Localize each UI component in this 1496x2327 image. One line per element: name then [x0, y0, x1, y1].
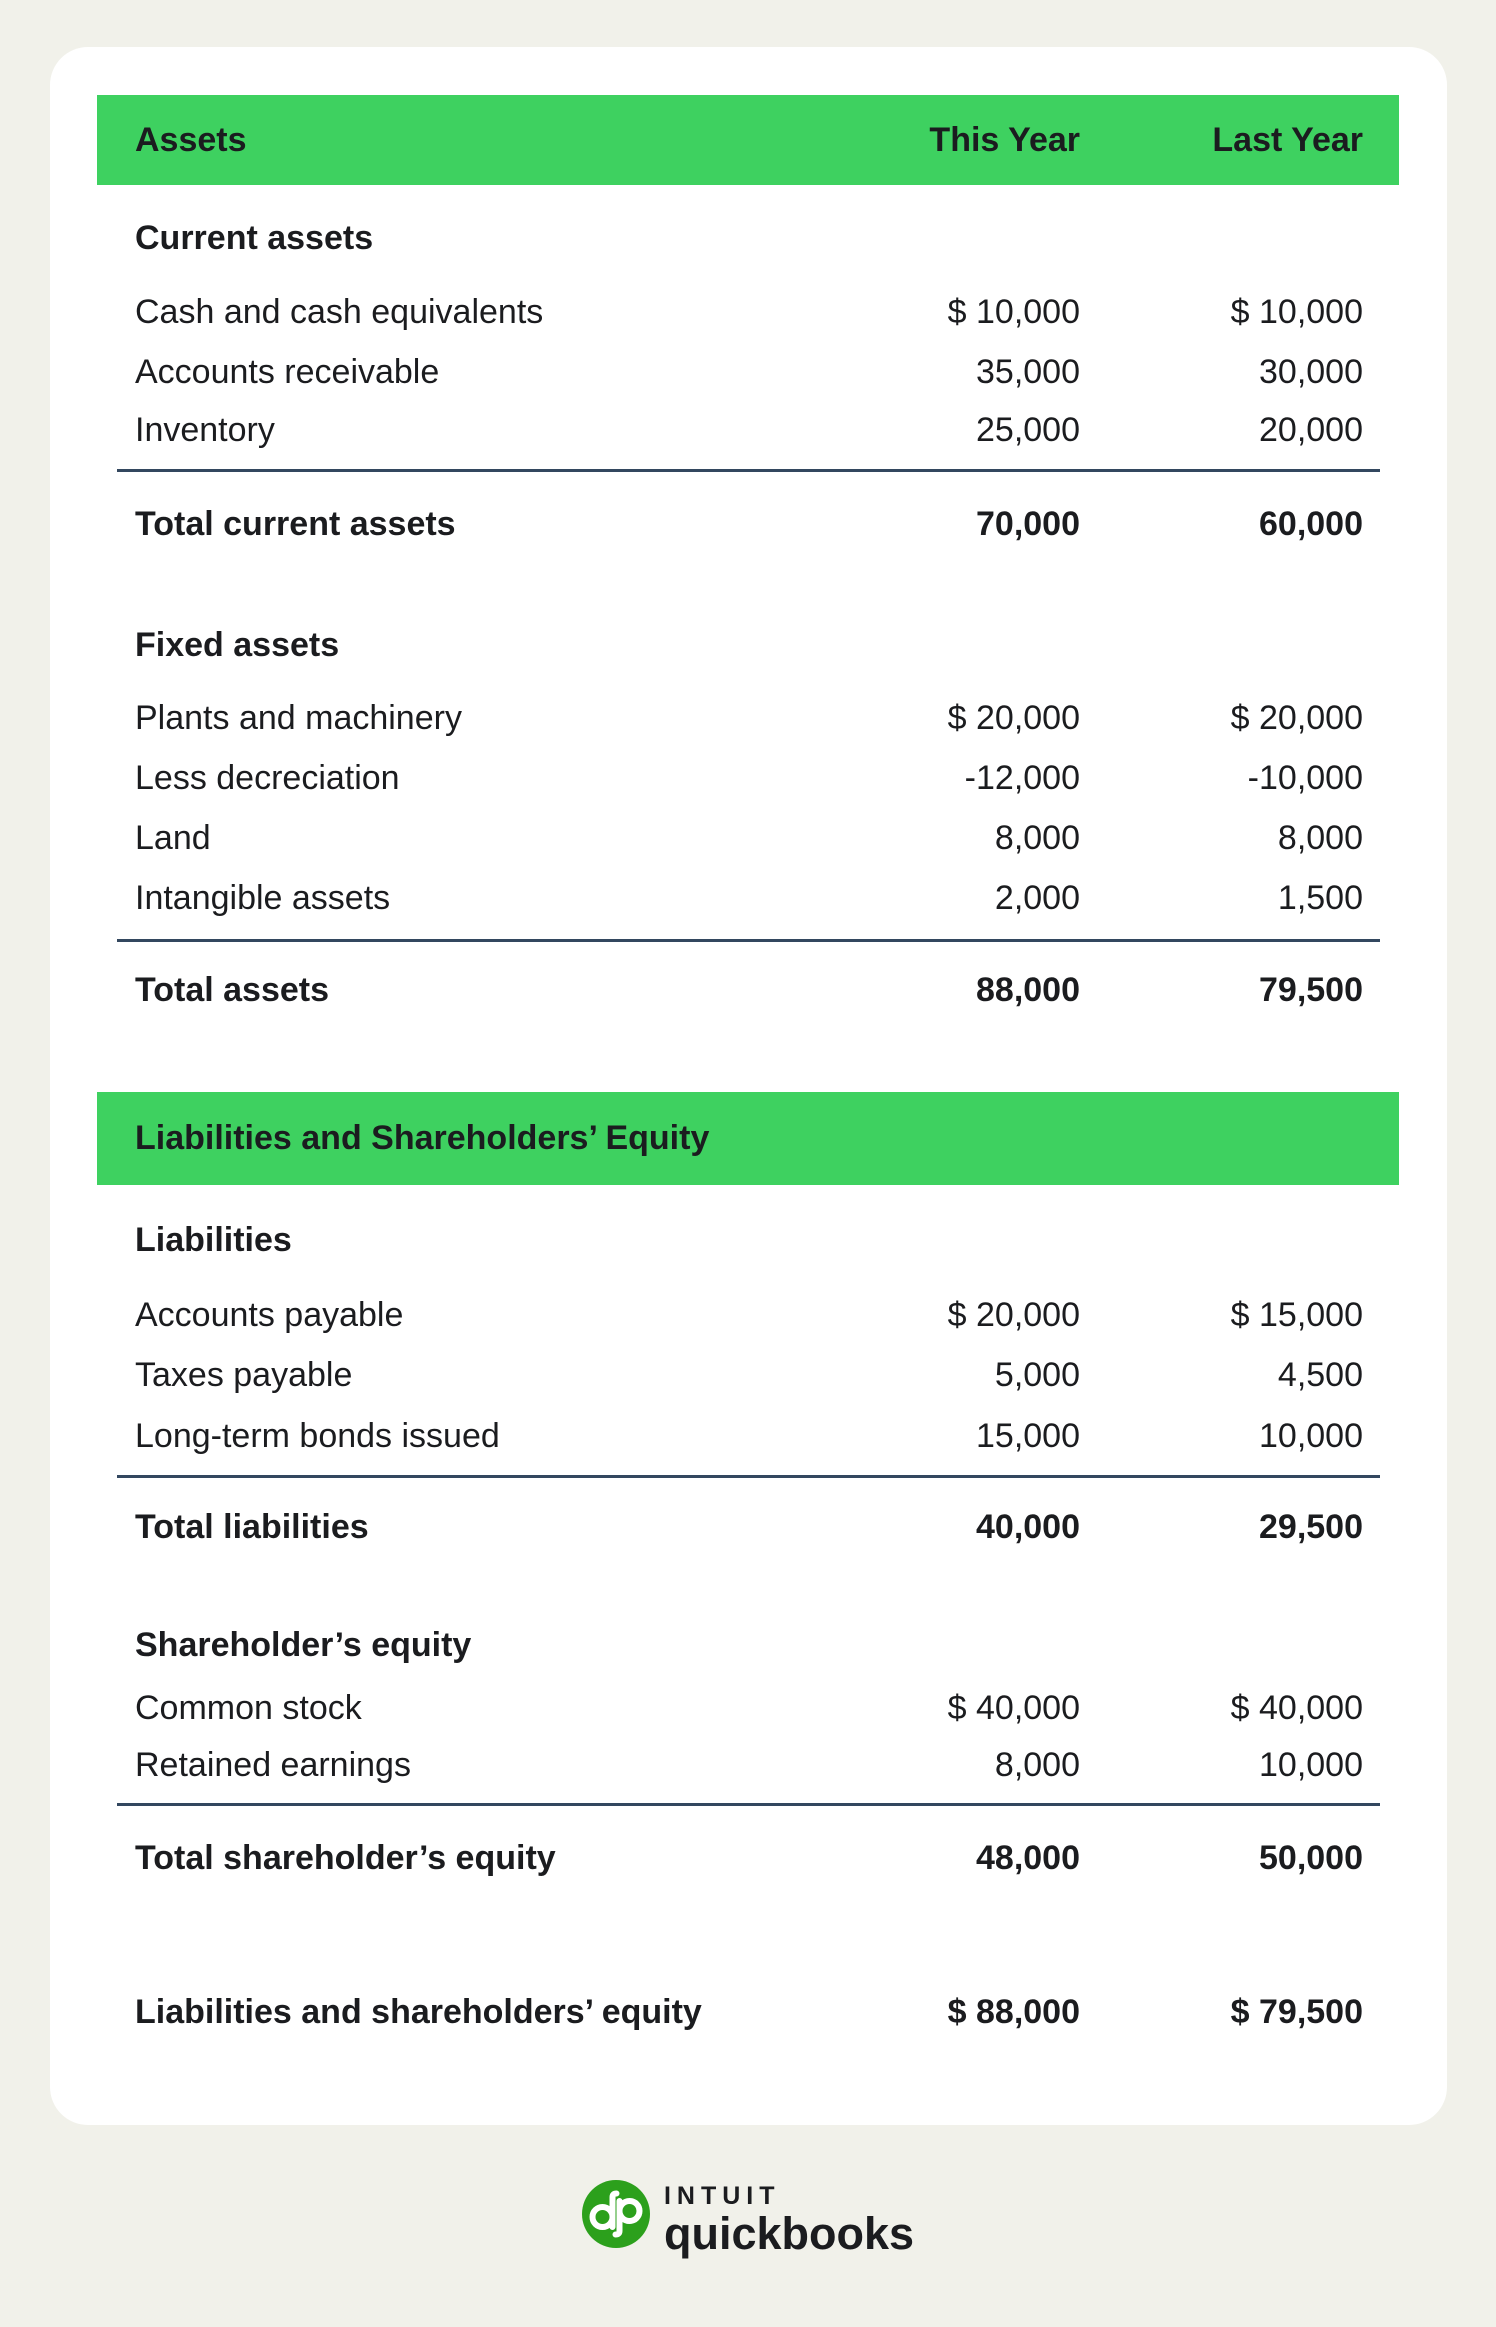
row-value-last-year: -10,000: [1247, 758, 1363, 797]
row-value-last-year: 29,500: [1259, 1507, 1363, 1546]
divider-line: [117, 939, 1380, 942]
row-value-this-year: $ 10,000: [947, 292, 1080, 331]
liabilities-heading: Liabilities: [135, 1220, 292, 1259]
row-value-this-year: 8,000: [994, 818, 1080, 857]
row-value-this-year: 15,000: [976, 1416, 1080, 1455]
row-label: Inventory: [135, 410, 275, 449]
liabilities-equity-band-title: Liabilities and Shareholders’ Equity: [135, 1119, 710, 1157]
brand-wordmark: [664, 2180, 914, 2257]
row-label: Total shareholder’s equity: [135, 1838, 556, 1877]
assets-header-band: [97, 95, 1399, 185]
table-row: [135, 1345, 1363, 1405]
assets-band-title: Assets: [135, 120, 247, 159]
row-value-this-year: -12,000: [964, 758, 1080, 797]
table-row: [135, 1735, 1363, 1795]
row-label: Total current assets: [135, 504, 456, 543]
table-row: [135, 400, 1363, 460]
total-row: [135, 1828, 1363, 1888]
fixed-assets-heading: Fixed assets: [135, 625, 340, 664]
grand-total-row: [135, 1982, 1363, 2042]
row-value-this-year: $ 20,000: [947, 698, 1080, 737]
row-label: Intangible assets: [135, 878, 391, 917]
row-value-last-year: $ 40,000: [1230, 1688, 1363, 1727]
table-row: [135, 1406, 1363, 1466]
row-label: Retained earnings: [135, 1745, 411, 1784]
quickbooks-qb-icon: [582, 2180, 650, 2248]
row-label: Accounts payable: [135, 1295, 404, 1334]
quickbooks-wordmark: quickbooks: [663, 2208, 915, 2259]
row-label: Liabilities and shareholders’ equity: [135, 1992, 702, 2031]
liabilities-equity-header-band: [97, 1092, 1399, 1185]
row-value-last-year: 10,000: [1259, 1745, 1363, 1784]
table-row: [135, 688, 1363, 748]
row-label: Long-term bonds issued: [135, 1416, 500, 1455]
row-label: Plants and machinery: [135, 698, 462, 737]
divider-line: [117, 1803, 1380, 1806]
row-label: Total liabilities: [135, 1507, 369, 1546]
row-label: Accounts receivable: [135, 352, 440, 391]
row-value-last-year: 20,000: [1259, 410, 1363, 449]
row-value-this-year: 88,000: [976, 970, 1080, 1009]
total-row: [135, 1497, 1363, 1557]
balance-sheet-card: [50, 47, 1447, 2125]
row-value-this-year: 8,000: [994, 1745, 1080, 1784]
row-value-this-year: 40,000: [976, 1507, 1080, 1546]
total-row: [135, 494, 1363, 554]
row-value-this-year: 2,000: [994, 878, 1080, 917]
row-value-this-year: 25,000: [976, 410, 1080, 449]
row-label: Less decreciation: [135, 758, 400, 797]
divider-line: [117, 469, 1380, 472]
table-row: [135, 748, 1363, 808]
row-value-last-year: $ 10,000: [1230, 292, 1363, 331]
row-value-this-year: 5,000: [994, 1355, 1080, 1394]
row-value-this-year: $ 20,000: [947, 1295, 1080, 1334]
row-value-last-year: 30,000: [1259, 352, 1363, 391]
intuit-wordmark: INTUIT: [663, 2182, 781, 2210]
row-value-last-year: 50,000: [1259, 1838, 1363, 1877]
row-label: Taxes payable: [135, 1355, 353, 1394]
row-value-last-year: 10,000: [1259, 1416, 1363, 1455]
table-row: [135, 868, 1363, 928]
row-value-this-year: 48,000: [976, 1838, 1080, 1877]
row-label: Total assets: [135, 970, 330, 1009]
divider-line: [117, 1475, 1380, 1478]
row-value-last-year: 60,000: [1259, 504, 1363, 543]
shareholders-equity-heading: Shareholder’s equity: [135, 1625, 472, 1664]
row-value-last-year: 8,000: [1277, 818, 1363, 857]
column-header-last-year: Last Year: [1212, 120, 1363, 159]
column-header-this-year: This Year: [929, 120, 1080, 159]
row-value-this-year: 70,000: [976, 504, 1080, 543]
total-row: [135, 960, 1363, 1020]
row-value-last-year: $ 79,500: [1230, 1992, 1363, 2031]
table-row: [135, 808, 1363, 868]
row-value-last-year: 4,500: [1277, 1355, 1363, 1394]
row-label: Land: [135, 818, 211, 857]
table-row: [135, 1285, 1363, 1345]
current-assets-heading: Current assets: [135, 218, 374, 257]
footer-brand: [0, 2180, 1496, 2257]
row-value-this-year: $ 40,000: [947, 1688, 1080, 1727]
table-row: [135, 1678, 1363, 1738]
row-value-last-year: $ 20,000: [1230, 698, 1363, 737]
row-value-this-year: $ 88,000: [947, 1992, 1080, 2031]
row-label: Cash and cash equivalents: [135, 292, 544, 331]
table-row: [135, 282, 1363, 342]
row-value-last-year: $ 15,000: [1230, 1295, 1363, 1334]
row-value-this-year: 35,000: [976, 352, 1080, 391]
row-label: Common stock: [135, 1688, 362, 1727]
table-row: [135, 342, 1363, 402]
row-value-last-year: 79,500: [1259, 970, 1363, 1009]
row-value-last-year: 1,500: [1277, 878, 1363, 917]
